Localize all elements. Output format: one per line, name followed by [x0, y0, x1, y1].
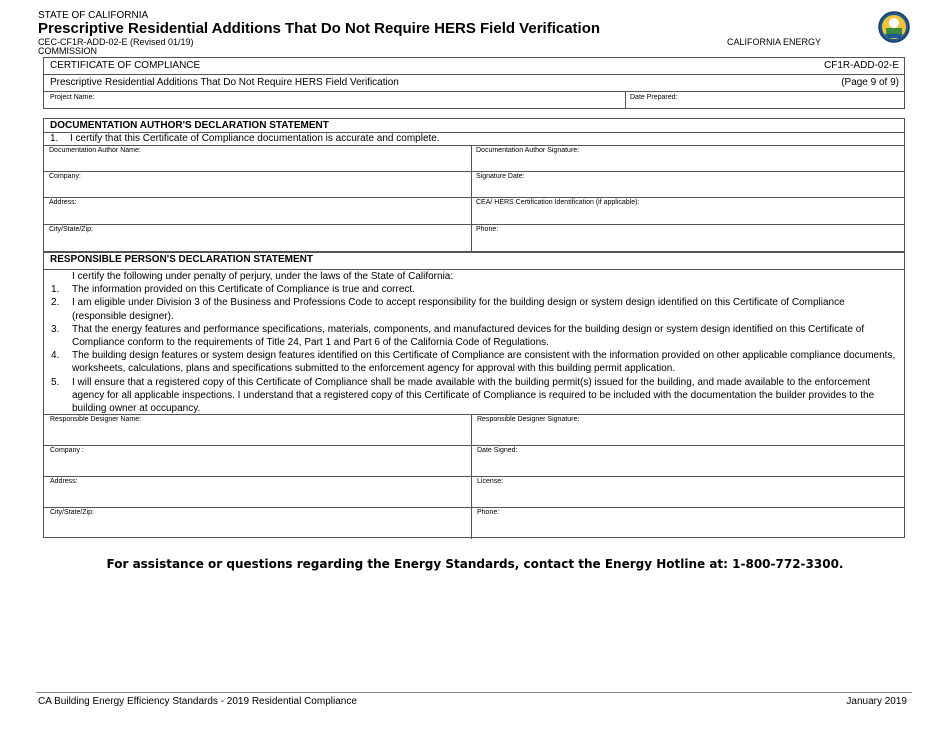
certificate-label: CERTIFICATE OF COMPLIANCE: [50, 60, 201, 71]
form-revision: CEC-CF1R-ADD-02-E (Revised 01/19): [38, 37, 194, 47]
footer-divider: [36, 692, 912, 693]
author-name-field[interactable]: Documentation Author Name:: [49, 147, 141, 154]
statement-text: The building design features or system design features identified on this Certificate of Compliance are consistent with the information provided on other applicable compliance documents, worksheets, calculations, plans and specifications submitted to the enforcement agency for approval with this building permit application.: [72, 350, 896, 375]
energy-hotline-notice: For assistance or questions regarding the Energy Standards, contact the Energy Hotline at: 1-800-772-3300.: [106, 557, 844, 571]
author-phone-field[interactable]: Phone:: [476, 226, 499, 233]
project-name-label: Project Name:: [50, 94, 95, 101]
form-id: CF1R-ADD-02-E: [823, 60, 899, 71]
author-signature-date-field[interactable]: Signature Date:: [476, 173, 525, 180]
statement-text: I am eligible under Division 3 of the Business and Professions Code to accept responsibility for the building design or system design identified on this Certificate of Compliance (responsible designer).: [72, 297, 845, 322]
documentation-author-statement: I certify that this Certificate of Compliance documentation is accurate and complete.: [70, 133, 440, 144]
statement-number: 1.: [50, 133, 59, 144]
designer-license-field[interactable]: License:: [477, 478, 504, 485]
statement-item: [44, 296, 904, 322]
responsible-person-section: [43, 252, 905, 538]
statement-item: [44, 376, 904, 416]
certificate-header-block: [43, 57, 905, 109]
statement-text: I will ensure that a registered copy of this Certificate of Compliance shall be made available with the building permit(s) issued for the building, and made available to the enforcement agency for all applicable inspections. I understand that a registered copy of this Certificate of Compliance is required to be included with the documentation the builder provides to the building owner at occupancy.: [72, 376, 875, 415]
designer-address-field[interactable]: Address:: [50, 478, 78, 485]
statement-text: The information provided on this Certificate of Compliance is true and correct.: [72, 284, 415, 296]
statement-intro: [44, 270, 904, 283]
author-company-field[interactable]: Company:: [49, 173, 81, 180]
statement-number: 5.: [51, 376, 60, 388]
responsible-person-heading: RESPONSIBLE PERSON'S DECLARATION STATEMENT: [50, 254, 313, 265]
designer-signature-field[interactable]: Responsible Designer Signature:: [477, 416, 580, 423]
statement-number: 2.: [51, 297, 60, 309]
footer-date: January 2019: [846, 696, 907, 707]
page-number: (Page 9 of 9): [841, 77, 899, 88]
documentation-author-heading: DOCUMENTATION AUTHOR'S DECLARATION STATEMENT: [50, 120, 329, 131]
date-prepared-label: Date Prepared:: [630, 94, 678, 101]
footer-standards: CA Building Energy Efficiency Standards - 2019 Residential Compliance: [38, 696, 357, 707]
statement-item: [44, 323, 904, 349]
statement-item: [44, 283, 904, 296]
divider: [625, 92, 626, 109]
state-label: STATE OF CALIFORNIA: [38, 10, 149, 21]
designer-city-field[interactable]: City/State/Zip:: [50, 509, 94, 516]
agency-name-line2: COMMISSION: [38, 46, 98, 56]
designer-phone-field[interactable]: Phone:: [477, 509, 500, 516]
statement-item: [44, 349, 904, 375]
author-cea-id-field[interactable]: CEA/ HERS Certification Identification (if applicable):: [476, 199, 640, 206]
designer-company-field[interactable]: Company :: [50, 447, 84, 454]
designer-name-field[interactable]: Responsible Designer Name:: [50, 416, 142, 423]
author-signature-field[interactable]: Documentation Author Signature:: [476, 147, 580, 154]
form-title: Prescriptive Residential Additions That Do Not Require HERS Field Verification: [38, 20, 601, 37]
author-city-field[interactable]: City/State/Zip:: [49, 226, 93, 233]
statement-text: That the energy features and performance specifications, materials, components, and manufactured devices for the building design or system design identified on this Certificate of Compliance conform to the requirements of Title 24, Part 1 and Part 6 of the California Code of Regulations.: [72, 323, 865, 349]
statement-intro-text: I certify the following under penalty of perjury, under the laws of the State of California:: [72, 271, 454, 282]
agency-name-line1: CALIFORNIA ENERGY: [727, 37, 822, 47]
responsible-statements: [44, 270, 904, 415]
statement-number: 4.: [51, 350, 60, 362]
author-address-field[interactable]: Address:: [49, 199, 77, 206]
statement-number: 3.: [51, 323, 60, 335]
statement-number: 1.: [51, 284, 60, 296]
designer-date-signed-field[interactable]: Date Signed:: [477, 447, 518, 454]
documentation-author-section: [43, 118, 905, 252]
certificate-subtitle: Prescriptive Residential Additions That Do Not Require HERS Field Verification: [50, 77, 399, 88]
california-energy-commission-seal-icon: [876, 11, 912, 43]
